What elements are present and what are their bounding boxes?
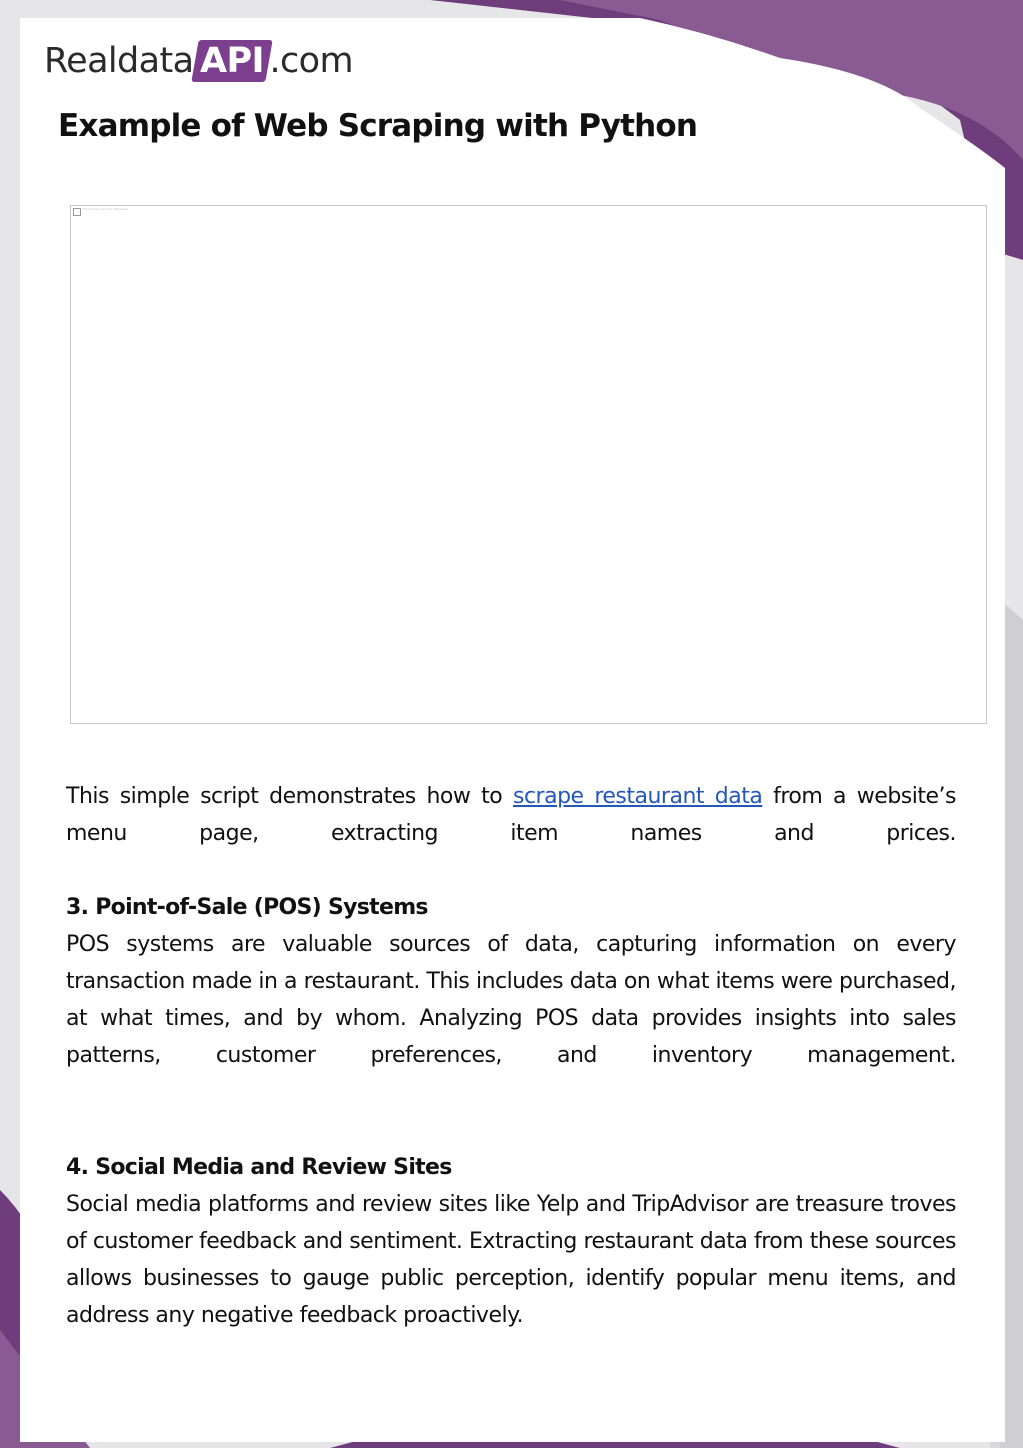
logo-text-right: .com [269,41,353,81]
scrape-restaurant-data-link[interactable]: scrape restaurant data [512,784,763,809]
section-body-social-media: Social media platforms and review sites like Yelp and TripAdvisor are treasure troves of customer feedback and sentiment. Extracting restaurant data from these sources allows businesses to gauge public perception, identify popular menu items, and address any negative feedback proactively. [66,1192,956,1328]
section-heading-social-media: 4. Social Media and Review Sites [66,1155,452,1180]
brand-logo [44,36,353,86]
intro-paragraph [66,778,956,852]
broken-image-icon [73,208,81,216]
logo-text-left: Realdata [44,41,194,81]
logo-api-text: API [199,41,264,81]
image-alt-text: The picture can't be displayed. [82,207,129,211]
intro-text-after-link: from a website’s menu page, extracting item names and prices. [66,784,956,846]
intro-text-before-link: This simple script demonstrates how to [66,784,513,809]
page-title: Example of Web Scraping with Python [58,108,698,144]
section-body-pos-systems: POS systems are valuable sources of data, capturing information on every transaction made in a restaurant. This includes data on what items were purchased, at what times, and by whom. Analyzing POS data provides insights into sales patterns, customer preferences, and inventory management. [66,932,956,1068]
section-heading-pos-systems: 3. Point-of-Sale (POS) Systems [66,895,428,920]
logo-api-box [191,40,272,82]
image-placeholder [70,205,987,724]
